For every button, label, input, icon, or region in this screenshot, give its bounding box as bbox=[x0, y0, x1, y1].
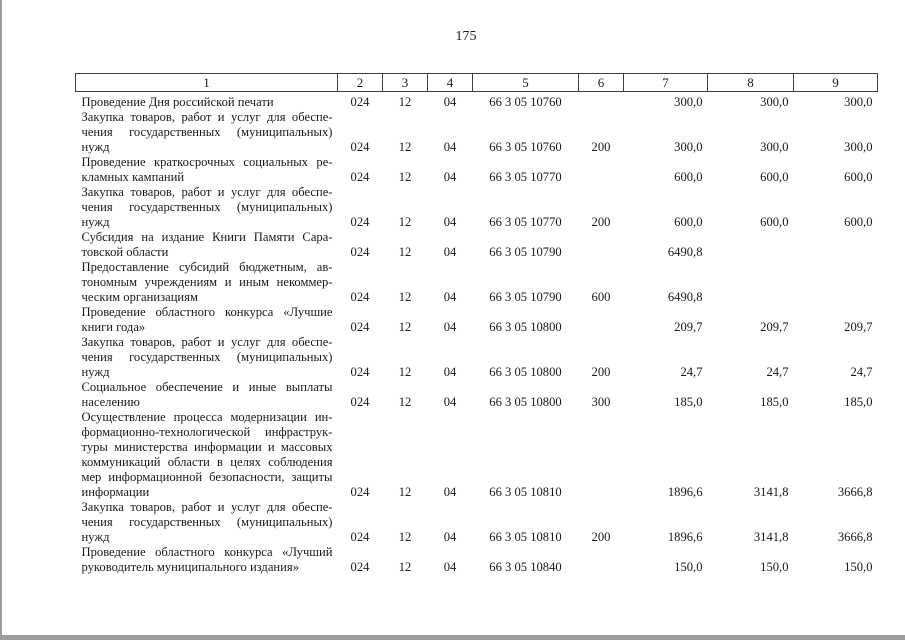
expense-name-cell bbox=[76, 92, 338, 111]
grbs-code-cell: 024 bbox=[350, 560, 370, 574]
grbs-code-cell: 024 bbox=[350, 140, 370, 154]
section-code-cell: 12 bbox=[398, 245, 412, 259]
expense-name-line: туры министерства информации и массовых bbox=[81, 440, 333, 454]
amount-col8-cell: 3141,8 bbox=[753, 530, 789, 544]
table-row bbox=[76, 335, 878, 380]
amount-col9-cell: 150,0 bbox=[844, 560, 873, 574]
section-code-cell: 12 bbox=[398, 140, 412, 154]
amount-col7-cell: 209,7 bbox=[674, 320, 703, 334]
target-article-cell: 66 3 05 10800 bbox=[489, 320, 562, 334]
expense-type-cell: 600 bbox=[591, 290, 611, 304]
expense-name-cell bbox=[76, 230, 338, 260]
table-row bbox=[76, 260, 878, 305]
amount-col7-cell: 24,7 bbox=[680, 365, 703, 379]
column-header: 9 bbox=[794, 74, 878, 92]
amount-col9-cell: 3666,8 bbox=[837, 530, 873, 544]
expense-name-cell bbox=[76, 110, 338, 155]
amount-col9-cell: 300,0 bbox=[844, 140, 873, 154]
table-row bbox=[76, 155, 878, 185]
target-article-cell: 66 3 05 10760 bbox=[489, 95, 562, 109]
amount-col7-cell: 300,0 bbox=[674, 140, 703, 154]
amount-col7-cell: 6490,8 bbox=[667, 290, 703, 304]
grbs-code-cell: 024 bbox=[350, 395, 370, 409]
expense-name-line: руководитель муниципального издания» bbox=[81, 560, 299, 574]
expense-type-cell: 200 bbox=[591, 365, 611, 379]
column-header: 7 bbox=[624, 74, 708, 92]
expense-name-cell bbox=[76, 410, 338, 500]
amount-col7-cell: 6490,8 bbox=[667, 245, 703, 259]
subsection-code-cell: 04 bbox=[443, 320, 457, 334]
table-row bbox=[76, 545, 878, 575]
expense-name-line: нужд bbox=[81, 140, 110, 154]
expense-name-line: Закупка товаров, работ и услуг для обеспе- bbox=[81, 500, 333, 514]
section-code-cell: 12 bbox=[398, 395, 412, 409]
column-header: 5 bbox=[473, 74, 579, 92]
column-header: 4 bbox=[428, 74, 473, 92]
table-row bbox=[76, 380, 878, 410]
expense-name-cell bbox=[76, 380, 338, 410]
grbs-code-cell: 024 bbox=[350, 320, 370, 334]
table-body bbox=[76, 92, 878, 576]
target-article-cell: 66 3 05 10800 bbox=[489, 365, 562, 379]
expense-name-line: ческим организациям bbox=[81, 290, 198, 304]
expense-type-cell: 200 bbox=[591, 140, 611, 154]
amount-col7-cell: 185,0 bbox=[674, 395, 703, 409]
expense-name-line: тономным учреждениям и иным некоммер- bbox=[81, 275, 333, 289]
subsection-code-cell: 04 bbox=[443, 95, 457, 109]
amount-col7-cell: 600,0 bbox=[674, 170, 703, 184]
page-left-edge bbox=[0, 0, 2, 640]
expense-type-cell: 300 bbox=[591, 395, 611, 409]
section-code-cell: 12 bbox=[398, 320, 412, 334]
expense-name-line: Предоставление субсидий бюджетным, ав- bbox=[81, 260, 333, 274]
amount-col8-cell: 150,0 bbox=[760, 560, 789, 574]
amount-col9-cell: 3666,8 bbox=[837, 485, 873, 499]
expense-type-cell: 200 bbox=[591, 215, 611, 229]
section-code-cell: 12 bbox=[398, 530, 412, 544]
expense-type-cell bbox=[579, 305, 624, 335]
column-header: 3 bbox=[383, 74, 428, 92]
column-header: 1 bbox=[76, 74, 338, 92]
grbs-code-cell: 024 bbox=[350, 365, 370, 379]
expense-name-line: Субсидия на издание Книги Памяти Сара- bbox=[81, 230, 333, 244]
expense-name-cell bbox=[76, 545, 338, 575]
expense-name-line: Закупка товаров, работ и услуг для обеспе- bbox=[81, 110, 333, 124]
amount-col9-cell: 24,7 bbox=[850, 365, 873, 379]
target-article-cell: 66 3 05 10810 bbox=[489, 485, 562, 499]
table-header-row bbox=[76, 74, 878, 92]
section-code-cell: 12 bbox=[398, 485, 412, 499]
expense-name-line: населению bbox=[81, 395, 140, 409]
expense-name-line: кламных кампаний bbox=[81, 170, 185, 184]
target-article-cell: 66 3 05 10840 bbox=[489, 560, 562, 574]
section-code-cell: 12 bbox=[398, 560, 412, 574]
table-row bbox=[76, 500, 878, 545]
page-number: 175 bbox=[455, 29, 477, 44]
table-row bbox=[76, 92, 878, 111]
amount-col8-cell: 300,0 bbox=[760, 95, 789, 109]
section-code-cell: 12 bbox=[398, 290, 412, 304]
section-code-cell: 12 bbox=[398, 365, 412, 379]
expense-name-line: Проведение краткосрочных социальных ре- bbox=[81, 155, 333, 169]
subsection-code-cell: 04 bbox=[443, 140, 457, 154]
expense-type-cell bbox=[579, 230, 624, 260]
target-article-cell: 66 3 05 10800 bbox=[489, 395, 562, 409]
subsection-code-cell: 04 bbox=[443, 395, 457, 409]
expense-name-line: Закупка товаров, работ и услуг для обеспе- bbox=[81, 335, 333, 349]
expense-name-cell bbox=[76, 185, 338, 230]
expense-name-line: чения государственных (муниципальных) bbox=[81, 125, 333, 139]
target-article-cell: 66 3 05 10790 bbox=[489, 290, 562, 304]
grbs-code-cell: 024 bbox=[350, 95, 370, 109]
table-row bbox=[76, 230, 878, 260]
expense-name-line: чения государственных (муниципальных) bbox=[81, 200, 333, 214]
table-row bbox=[76, 410, 878, 500]
expense-name-line: нужд bbox=[81, 215, 110, 229]
expense-name-line: товской области bbox=[81, 245, 169, 259]
expense-type-cell bbox=[579, 545, 624, 575]
amount-col7-cell: 1896,6 bbox=[667, 485, 703, 499]
page-bottom-edge bbox=[0, 635, 905, 640]
amount-col8-cell: 185,0 bbox=[760, 395, 789, 409]
subsection-code-cell: 04 bbox=[443, 170, 457, 184]
amount-col9-cell: 185,0 bbox=[844, 395, 873, 409]
amount-col8-cell: 24,7 bbox=[766, 365, 789, 379]
expense-name-line: мер информационной безопасности, защиты bbox=[81, 470, 333, 484]
table-row bbox=[76, 110, 878, 155]
amount-col8-cell: 600,0 bbox=[760, 170, 789, 184]
table-row bbox=[76, 305, 878, 335]
expense-name-line: чения государственных (муниципальных) bbox=[81, 515, 333, 529]
column-header: 8 bbox=[708, 74, 794, 92]
expense-name-cell bbox=[76, 335, 338, 380]
expense-name-line: нужд bbox=[81, 530, 110, 544]
expense-name-line: Социальное обеспечение и иные выплаты bbox=[81, 380, 333, 394]
amount-col9-cell: 600,0 bbox=[844, 215, 873, 229]
amount-col8-cell bbox=[708, 260, 794, 305]
budget-table bbox=[75, 73, 878, 575]
section-code-cell: 12 bbox=[398, 170, 412, 184]
table-row bbox=[76, 185, 878, 230]
expense-name-line: чения государственных (муниципальных) bbox=[81, 350, 333, 364]
amount-col7-cell: 1896,6 bbox=[667, 530, 703, 544]
target-article-cell: 66 3 05 10770 bbox=[489, 170, 562, 184]
amount-col8-cell: 209,7 bbox=[760, 320, 789, 334]
amount-col9-cell: 300,0 bbox=[844, 95, 873, 109]
expense-name-line: Закупка товаров, работ и услуг для обеспе- bbox=[81, 185, 333, 199]
subsection-code-cell: 04 bbox=[443, 290, 457, 304]
expense-name-line: Проведение областного конкурса «Лучший bbox=[81, 545, 333, 559]
grbs-code-cell: 024 bbox=[350, 290, 370, 304]
amount-col9-cell: 600,0 bbox=[844, 170, 873, 184]
amount-col8-cell: 3141,8 bbox=[753, 485, 789, 499]
expense-name-line: информации bbox=[81, 485, 150, 499]
column-header: 6 bbox=[579, 74, 624, 92]
expense-name-line: коммуникаций области в целях соблюдения bbox=[81, 455, 333, 469]
grbs-code-cell: 024 bbox=[350, 245, 370, 259]
expense-name-line: Проведение Дня российской печати bbox=[81, 95, 274, 109]
target-article-cell: 66 3 05 10770 bbox=[489, 215, 562, 229]
amount-col9-cell bbox=[794, 230, 878, 260]
expense-name-line: формационно-технологической инфраструк- bbox=[81, 425, 333, 439]
expense-type-cell: 200 bbox=[591, 530, 611, 544]
expense-name-line: книги года» bbox=[81, 320, 146, 334]
subsection-code-cell: 04 bbox=[443, 215, 457, 229]
target-article-cell: 66 3 05 10810 bbox=[489, 530, 562, 544]
expense-name-cell bbox=[76, 500, 338, 545]
amount-col7-cell: 600,0 bbox=[674, 215, 703, 229]
subsection-code-cell: 04 bbox=[443, 365, 457, 379]
grbs-code-cell: 024 bbox=[350, 530, 370, 544]
section-code-cell: 12 bbox=[398, 95, 412, 109]
subsection-code-cell: 04 bbox=[443, 560, 457, 574]
column-header: 2 bbox=[338, 74, 383, 92]
grbs-code-cell: 024 bbox=[350, 170, 370, 184]
amount-col7-cell: 300,0 bbox=[674, 95, 703, 109]
amount-col7-cell: 150,0 bbox=[674, 560, 703, 574]
expense-type-cell bbox=[579, 92, 624, 111]
amount-col8-cell: 300,0 bbox=[760, 140, 789, 154]
grbs-code-cell: 024 bbox=[350, 485, 370, 499]
expense-name-cell bbox=[76, 155, 338, 185]
subsection-code-cell: 04 bbox=[443, 245, 457, 259]
target-article-cell: 66 3 05 10760 bbox=[489, 140, 562, 154]
target-article-cell: 66 3 05 10790 bbox=[489, 245, 562, 259]
grbs-code-cell: 024 bbox=[350, 215, 370, 229]
section-code-cell: 12 bbox=[398, 215, 412, 229]
expense-name-line: нужд bbox=[81, 365, 110, 379]
amount-col9-cell: 209,7 bbox=[844, 320, 873, 334]
expense-type-cell bbox=[579, 155, 624, 185]
amount-col8-cell bbox=[708, 230, 794, 260]
subsection-code-cell: 04 bbox=[443, 530, 457, 544]
amount-col8-cell: 600,0 bbox=[760, 215, 789, 229]
expense-name-cell bbox=[76, 305, 338, 335]
expense-name-cell bbox=[76, 260, 338, 305]
expense-type-cell bbox=[579, 410, 624, 500]
expense-name-line: Осуществление процесса модернизации ин- bbox=[81, 410, 333, 424]
expense-name-line: Проведение областного конкурса «Лучшие bbox=[81, 305, 333, 319]
subsection-code-cell: 04 bbox=[443, 485, 457, 499]
amount-col9-cell bbox=[794, 260, 878, 305]
